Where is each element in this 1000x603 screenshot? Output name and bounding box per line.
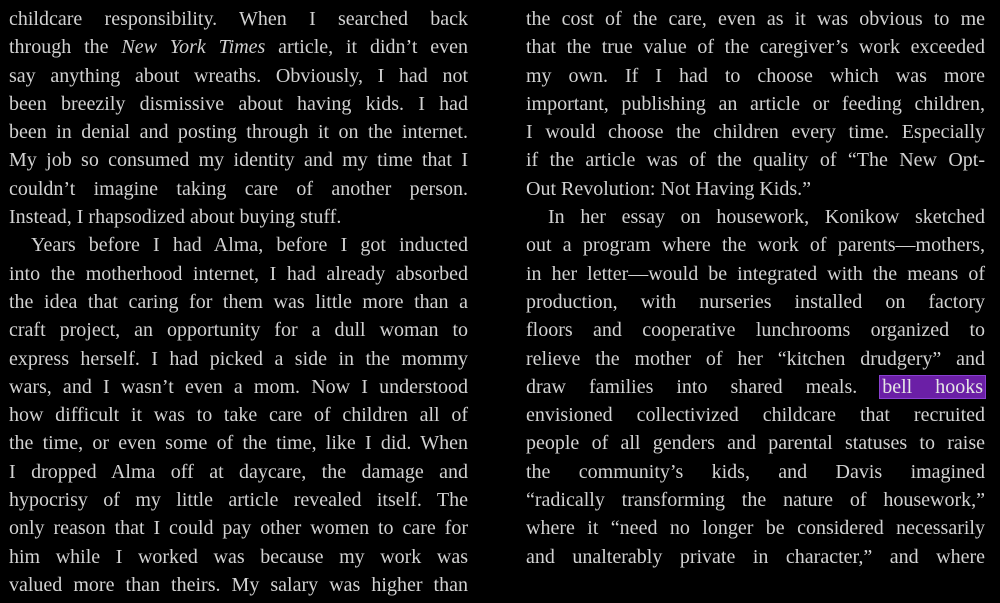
text-line: couldn’t imagine taking care of another person. bbox=[9, 177, 468, 200]
text-line: where it “need no longer be considered necessarily bbox=[526, 517, 985, 540]
text-line: “radically transforming the nature of housework,” bbox=[526, 489, 985, 512]
text-line: production, with nurseries installed on factory bbox=[526, 290, 985, 313]
text-line: out a program where the work of parents—mothers, bbox=[526, 234, 985, 257]
text-line: I would choose the children every time. Especially bbox=[526, 121, 985, 144]
text-line: into the motherhood internet, I had already absorbed bbox=[9, 262, 468, 285]
text-line: hypocrisy of my little article revealed itself. The bbox=[9, 489, 468, 512]
text-line: my own. If I had to choose which was more bbox=[526, 64, 985, 87]
text-line: people of all genders and parental statuses to raise bbox=[526, 432, 985, 455]
text-line: I dropped Alma off at daycare, the damage and bbox=[9, 460, 468, 483]
highlighted-text[interactable]: bell hooks bbox=[882, 375, 983, 398]
text-segment: draw families into shared meals. bbox=[526, 375, 881, 398]
text-line: him while I worked was because my work was bbox=[9, 545, 468, 568]
text-line: the idea that caring for them was little more than a bbox=[9, 290, 468, 313]
text-line: craft project, an opportunity for a dull woman to bbox=[9, 319, 468, 342]
text-line: the cost of the care, even as it was obvious to me bbox=[526, 8, 985, 30]
text-line: envisioned collectivized childcare that recruited bbox=[526, 404, 985, 427]
text-line: My job so consumed my identity and my time that I bbox=[9, 149, 468, 172]
text-line: important, publishing an article or feeding children, bbox=[526, 92, 985, 115]
text-line: how difficult it was to take care of children all of bbox=[9, 404, 468, 427]
text-segment: through the bbox=[9, 36, 122, 59]
text-line: been in denial and posting through it on the internet. bbox=[9, 121, 468, 144]
paragraph-start-line: Years before I had Alma, before I got inducted bbox=[31, 234, 468, 257]
paragraph-start-line: In her essay on housework, Konikow sketched bbox=[548, 206, 985, 229]
text-line: Out Revolution: Not Having Kids.” bbox=[526, 177, 811, 200]
text-line: relieve the mother of her “kitchen drudgery” and bbox=[526, 347, 985, 370]
text-line: floors and cooperative lunchrooms organized to bbox=[526, 319, 985, 342]
text-line: been breezily dismissive about having kids. I had bbox=[9, 92, 468, 115]
left-text-column bbox=[9, 5, 468, 599]
text-line bbox=[9, 33, 468, 61]
text-line: the time, or even some of the time, like I did. When bbox=[9, 432, 468, 455]
text-line: Instead, I rhapsodized about buying stuff. bbox=[9, 206, 342, 229]
publication-title: New York Times bbox=[121, 36, 266, 59]
text-line bbox=[526, 373, 985, 401]
text-segment: article, it didn’t even bbox=[265, 36, 469, 59]
text-line: only reason that I could pay other women to care for bbox=[9, 517, 468, 540]
text-line: say anything about wreaths. Obviously, I had not bbox=[9, 64, 468, 87]
text-line: the community’s kids, and Davis imagined bbox=[526, 460, 985, 483]
text-line: wars, and I wasn’t even a mom. Now I understood bbox=[9, 375, 468, 398]
text-line: in her letter—would be integrated with the means of bbox=[526, 262, 985, 285]
right-text-column bbox=[526, 5, 985, 571]
text-line: and unalterably private in character,” and where bbox=[526, 545, 985, 568]
text-line: valued more than theirs. My salary was higher than bbox=[9, 573, 468, 596]
text-line: childcare responsibility. When I searched back bbox=[9, 8, 468, 30]
text-line: that the true value of the caregiver’s work exceeded bbox=[526, 36, 985, 59]
text-line: if the article was of the quality of “The New Opt- bbox=[526, 149, 985, 172]
text-line: express herself. I had picked a side in the mommy bbox=[9, 347, 468, 370]
